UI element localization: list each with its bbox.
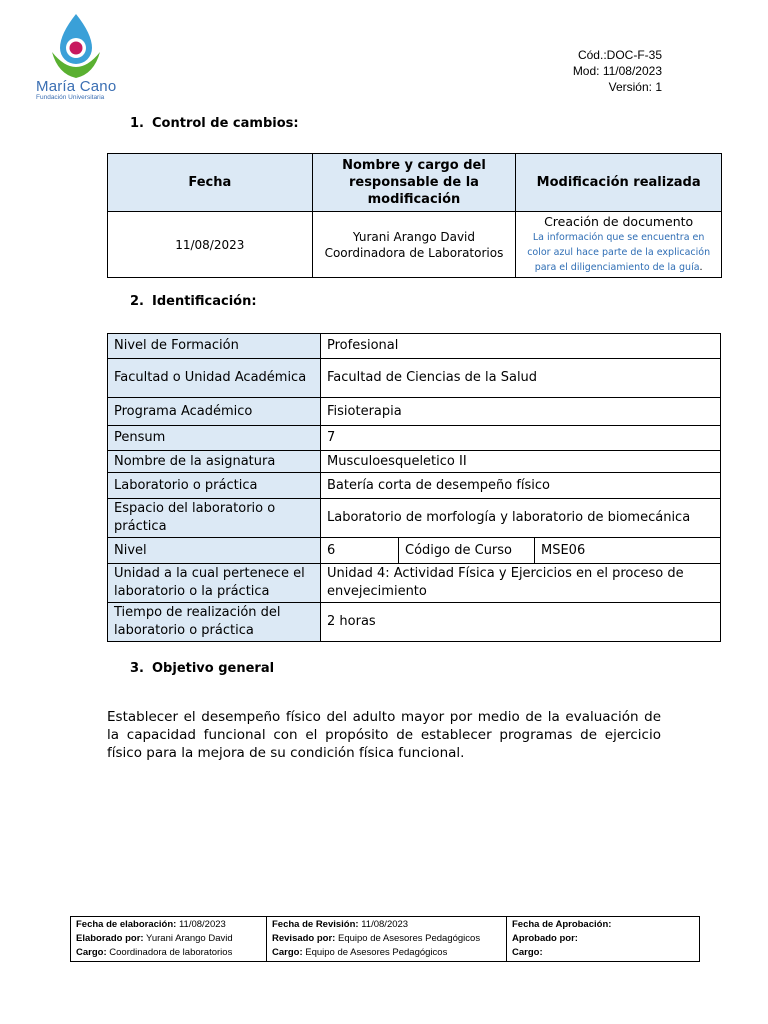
table-row [108,473,721,499]
header-fecha: Fecha [108,154,313,212]
row-value: Fisioterapia [321,398,721,426]
footer-value: 11/08/2023 [176,919,226,930]
section-title-objetivo [130,661,274,676]
logo-name: María Cano [36,78,117,95]
table-row [108,451,721,473]
table-row [108,564,721,603]
row-value: Musculoesqueletico II [321,451,721,473]
identification-table [107,333,721,642]
footer-revision [267,917,507,962]
section-title-text: Identificación: [152,294,257,309]
table-row [108,334,721,359]
header-responsable: Nombre y cargo del responsable de la modificación [312,154,516,212]
modification-text: Creación de documento [544,214,694,229]
document-code: Cód.:DOC-F-35 [577,48,662,62]
table-row [108,398,721,426]
footer-value: 11/08/2023 [358,919,409,930]
footer-approval [507,917,700,962]
nivel-value: 6 [321,538,399,564]
footer-value: Yurani Arango David [143,933,233,944]
section-number: 1. [130,116,144,131]
logo-subtitle: Fundación Universitaria [36,94,105,101]
footer-key: Fecha de elaboración: [76,919,177,930]
row-label: Pensum [108,426,321,451]
guide-note-text: La información que se encuentra en color azul hace parte de la explicación para el diligenciamiento de la guía [527,232,711,273]
row-label: Nombre de la asignatura [108,451,321,473]
footer-value: Coordinadora de laboratorios [106,947,233,958]
row-value: Facultad de Ciencias de la Salud [321,359,721,398]
change-date: 11/08/2023 [108,212,313,278]
footer-key: Cargo: [272,947,303,958]
section-title-identificacion [130,294,257,309]
table-row [108,426,721,451]
footer-key: Cargo: [76,947,107,958]
course-code-label: Código de Curso [399,538,535,564]
document-mod-date: Mod: 11/08/2023 [572,64,662,78]
footer-key: Fecha de Revisión: [272,919,359,930]
header-modificacion: Modificación realizada [516,154,722,212]
footer-key: Aprobado por: [512,933,578,944]
time-label: Tiempo de realización del laboratorio o práctica [108,603,321,642]
row-value: Laboratorio de morfología y laboratorio de biomecánica [321,499,721,538]
time-value: 2 horas [321,603,721,642]
row-label: Facultad o Unidad Académica [108,359,321,398]
course-code-value: MSE06 [535,538,721,564]
section-title-text: Objetivo general [152,661,275,676]
row-label: Laboratorio o práctica [108,473,321,499]
section-title-control-cambios [130,116,299,131]
row-label: Programa Académico [108,398,321,426]
table-row [108,538,721,564]
document-version: Versión: 1 [608,80,662,94]
footer-key: Revisado por: [272,933,336,944]
table-row [108,499,721,538]
unit-value: Unidad 4: Actividad Física y Ejercicios en el proceso de envejecimiento [321,564,721,603]
document-meta [573,47,662,95]
responsible-name: Yurani Arango David [352,229,476,244]
footer-value: Equipo de Asesores Pedagógicos [302,947,448,958]
guide-note [520,230,717,275]
row-value: Profesional [321,334,721,359]
footer-elaboration [71,917,267,962]
footer-key: Elaborado por: [76,933,144,944]
section-number: 2. [130,294,144,309]
row-label: Espacio del laboratorio o práctica [108,499,321,538]
table-row [108,212,722,278]
change-responsible [312,212,516,278]
table-row [108,359,721,398]
footer-key: Cargo: [512,947,543,958]
row-value: Batería corta de desempeño físico [321,473,721,499]
footer-key: Fecha de Aprobación: [512,919,612,930]
table-row [108,603,721,642]
row-label: Nivel de Formación [108,334,321,359]
guide-note-end: . [699,262,703,273]
section-title-text: Control de cambios: [152,116,299,131]
footer-value: Equipo de Asesores Pedagógicos [335,933,481,944]
unit-label: Unidad a la cual pertenece el laboratorio o la práctica [108,564,321,603]
row-value: 7 [321,426,721,451]
responsible-role: Coordinadora de Laboratorios [324,245,504,260]
table-header-row [108,154,722,212]
nivel-label: Nivel [108,538,321,564]
changes-table [107,153,722,278]
section-number: 3. [130,661,144,676]
footer-row [71,917,700,962]
footer-table [70,916,700,962]
change-description [516,212,722,278]
objective-paragraph: Establecer el desempeño físico del adulto mayor por medio de la evaluación de la capacidad funcional con el propósito de establecer programas de ejercicio físico para la mejora de su condición física funcional. [107,709,661,761]
